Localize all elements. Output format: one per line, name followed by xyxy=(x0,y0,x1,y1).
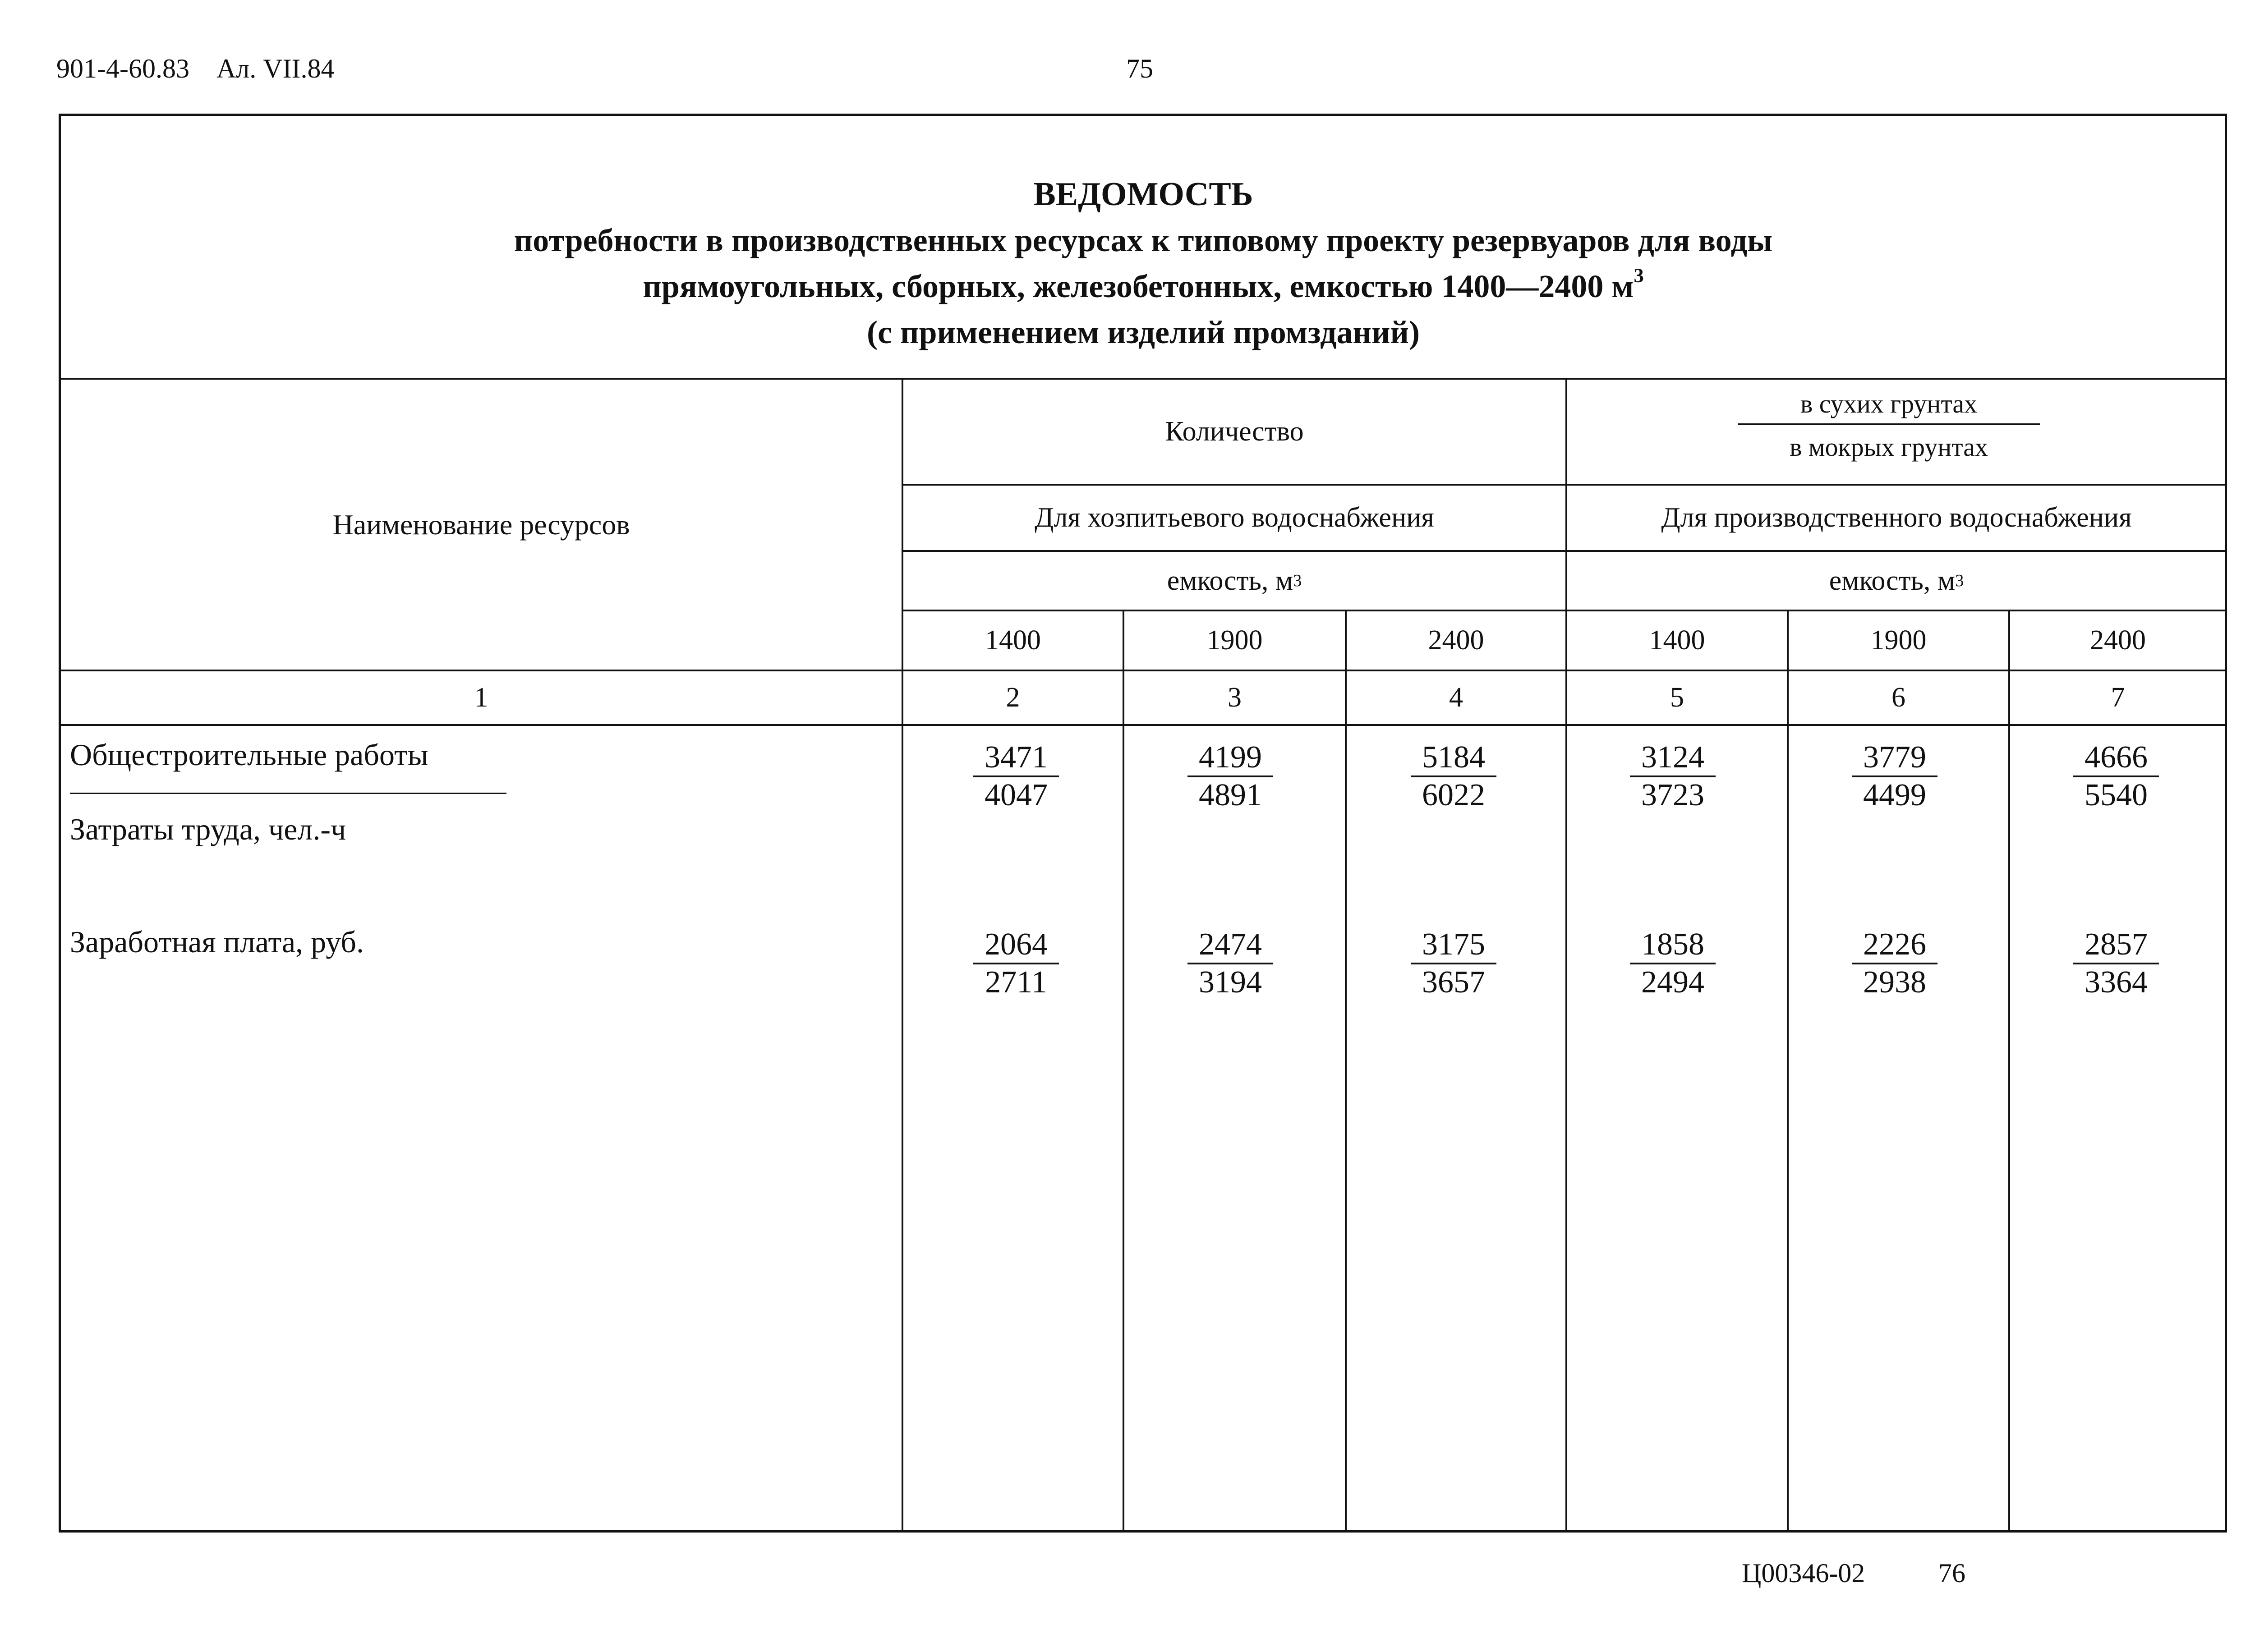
wages-value: $\frac{3175}{3657}$ xyxy=(1406,927,1501,1000)
title-line-2: потребности в производственных ресурсах к типовому проекту резервуаров для воды xyxy=(514,222,1773,258)
title-heading: ВЕДОМОСТЬ xyxy=(1033,176,1253,213)
column-number: 2 xyxy=(1006,682,1020,713)
capacity-value: 2400 xyxy=(1428,625,1484,656)
labor-value: $\frac{3471}{4047}$ xyxy=(969,739,1063,813)
wages-value: $\frac{2474}{3194}$ xyxy=(1183,927,1278,1000)
labor-value: $\frac{3124}{3723}$ xyxy=(1625,739,1720,813)
soil-dry-label: в сухих грунтах xyxy=(1738,389,2040,425)
capacity-value: 1900 xyxy=(1870,625,1927,656)
document-code: 901-4-60.83 Ал. VII.84 xyxy=(56,54,335,83)
title-line-3: прямоугольных, сборных, железобетонных, емкостью 1400—2400 $м^3$ xyxy=(643,264,1644,304)
column-number: 7 xyxy=(2111,682,2125,713)
wages-value: $\frac{1858}{2494}$ xyxy=(1625,927,1720,1000)
capacity-value: 1400 xyxy=(1649,625,1705,656)
col-divider-4 xyxy=(1565,378,1567,1531)
wages-value: $\frac{2064}{2711}$ xyxy=(969,927,1063,1000)
col-divider-6 xyxy=(2008,610,2010,1531)
capacity-header-domestic: емкость, м 3 xyxy=(1167,565,1302,596)
capacity-value: 1900 xyxy=(1206,625,1263,656)
wages-value: $\frac{2226}{2938}$ xyxy=(1847,927,1942,1000)
labor-value: $\frac{4666}{5540}$ xyxy=(2069,739,2163,813)
column-number: 5 xyxy=(1670,682,1684,713)
domestic-supply-header: Для хозпитьевого водоснабжения xyxy=(1035,502,1434,533)
quantity-header: Количество xyxy=(1165,416,1304,447)
capacity-value: 1400 xyxy=(985,625,1041,656)
section-title: Общестроительные работы xyxy=(70,738,428,772)
column-number: 1 xyxy=(474,682,488,713)
labor-value: $\frac{4199}{4891}$ xyxy=(1183,739,1278,813)
title-line-4: (с применением изделий промзданий) xyxy=(867,314,1420,350)
soil-wet-label: в мокрых грунтах xyxy=(1789,432,1988,462)
section-title-underline xyxy=(70,793,506,794)
footer-sheet-number: 76 xyxy=(1938,1558,1965,1588)
col-divider-2 xyxy=(1123,610,1124,1531)
wages-value: $\frac{2857}{3364}$ xyxy=(2069,927,2163,1000)
col-divider-1 xyxy=(902,378,903,1531)
rule-col-numbers-bottom xyxy=(61,724,2226,726)
title-block xyxy=(61,171,2226,355)
resource-name-header: Наименование ресурсов xyxy=(332,508,630,541)
capacity-value: 2400 xyxy=(2090,625,2146,656)
col-divider-5 xyxy=(1787,610,1789,1531)
labor-value: $\frac{5184}{6022}$ xyxy=(1406,739,1501,813)
industrial-supply-header: Для производственного водоснабжения xyxy=(1661,502,2132,533)
page-number: 75 xyxy=(1126,54,1153,83)
row-label-wages: Заработная плата, руб. xyxy=(70,925,364,959)
column-number: 3 xyxy=(1228,682,1242,713)
column-number: 6 xyxy=(1891,682,1905,713)
column-number: 4 xyxy=(1449,682,1463,713)
labor-value: $\frac{3779}{4499}$ xyxy=(1847,739,1942,813)
album-label: Ал. VII.84 xyxy=(216,54,335,83)
capacity-header-industrial: емкость, м 3 xyxy=(1829,565,1964,596)
col-divider-3 xyxy=(1345,610,1347,1531)
row-label-labor: Затраты труда, чел.-ч xyxy=(70,812,346,846)
footer-code: Ц00346-02 xyxy=(1742,1558,1865,1588)
